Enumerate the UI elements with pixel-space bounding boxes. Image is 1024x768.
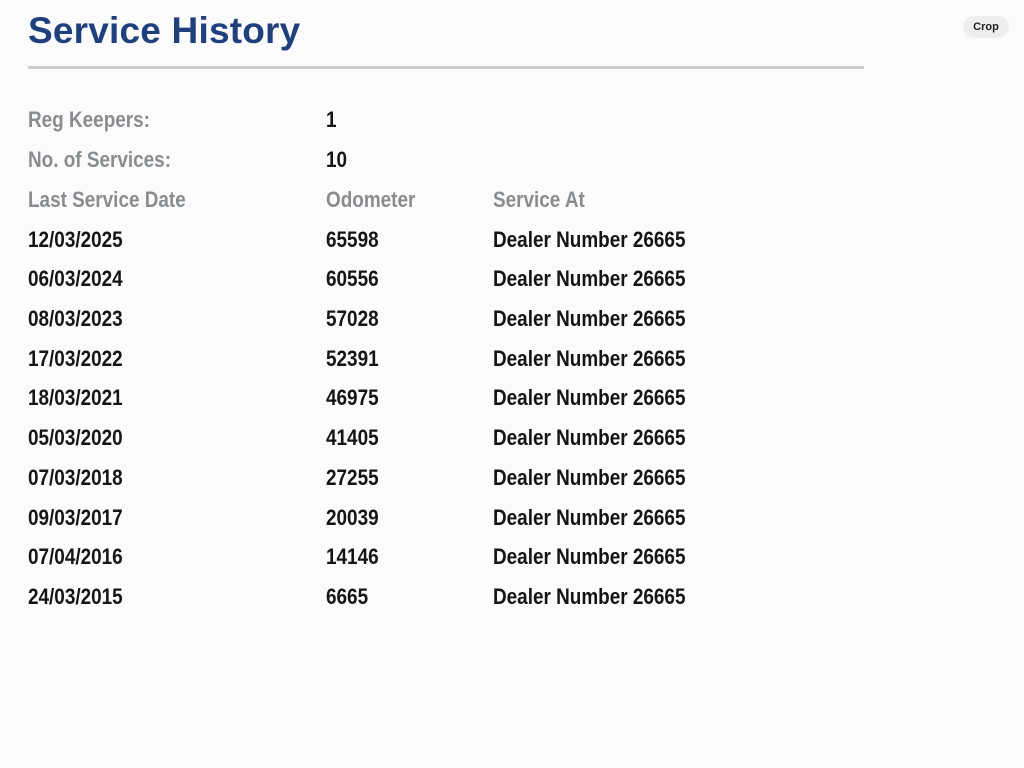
service-location: Dealer Number 26665 <box>493 306 686 332</box>
summary-row-services-count <box>28 144 864 184</box>
reg-keepers-value: 1 <box>326 107 337 132</box>
service-date: 17/03/2022 <box>28 345 123 371</box>
summary-row-reg-keepers <box>28 104 864 144</box>
page-title: Service History <box>28 10 301 51</box>
service-date: 07/03/2018 <box>28 464 123 490</box>
crop-button[interactable]: Crop <box>963 16 1009 38</box>
service-location: Dealer Number 26665 <box>493 345 686 371</box>
table-row <box>28 541 864 581</box>
odometer-reading: 20039 <box>326 504 379 530</box>
odometer-reading: 41405 <box>326 425 379 451</box>
reg-keepers-label: Reg Keepers: <box>28 107 150 132</box>
table-row <box>28 462 864 502</box>
table-row <box>28 343 864 383</box>
services-count-value: 10 <box>326 147 348 172</box>
table-row <box>28 382 864 422</box>
table-row <box>28 581 864 621</box>
column-header-last-service-date: Last Service Date <box>28 187 186 212</box>
odometer-reading: 60556 <box>326 266 379 292</box>
service-location: Dealer Number 26665 <box>493 425 686 451</box>
service-location: Dealer Number 26665 <box>493 385 686 411</box>
odometer-reading: 46975 <box>326 385 379 411</box>
service-location: Dealer Number 26665 <box>493 544 686 570</box>
odometer-reading: 65598 <box>326 226 379 252</box>
summary-section <box>28 104 864 184</box>
service-date: 07/04/2016 <box>28 544 123 570</box>
service-location: Dealer Number 26665 <box>493 266 686 292</box>
column-header-odometer: Odometer <box>326 187 416 212</box>
title-divider <box>28 66 864 69</box>
services-count-label: No. of Services: <box>28 147 172 172</box>
service-location: Dealer Number 26665 <box>493 583 686 609</box>
service-location: Dealer Number 26665 <box>493 464 686 490</box>
service-location: Dealer Number 26665 <box>493 504 686 530</box>
service-date: 18/03/2021 <box>28 385 123 411</box>
table-row <box>28 303 864 343</box>
table-row <box>28 224 864 264</box>
odometer-reading: 57028 <box>326 306 379 332</box>
service-date: 08/03/2023 <box>28 306 123 332</box>
service-date: 06/03/2024 <box>28 266 123 292</box>
table-header-row <box>28 184 864 224</box>
service-history-table <box>28 184 864 621</box>
service-date: 09/03/2017 <box>28 504 123 530</box>
service-date: 24/03/2015 <box>28 583 123 609</box>
odometer-reading: 52391 <box>326 345 379 371</box>
odometer-reading: 6665 <box>326 583 369 609</box>
table-row <box>28 422 864 462</box>
table-row <box>28 263 864 303</box>
service-location: Dealer Number 26665 <box>493 226 686 252</box>
column-header-service-at: Service At <box>493 187 585 212</box>
table-row <box>28 502 864 542</box>
odometer-reading: 27255 <box>326 464 379 490</box>
odometer-reading: 14146 <box>326 544 379 570</box>
service-date: 05/03/2020 <box>28 425 123 451</box>
service-date: 12/03/2025 <box>28 226 123 252</box>
